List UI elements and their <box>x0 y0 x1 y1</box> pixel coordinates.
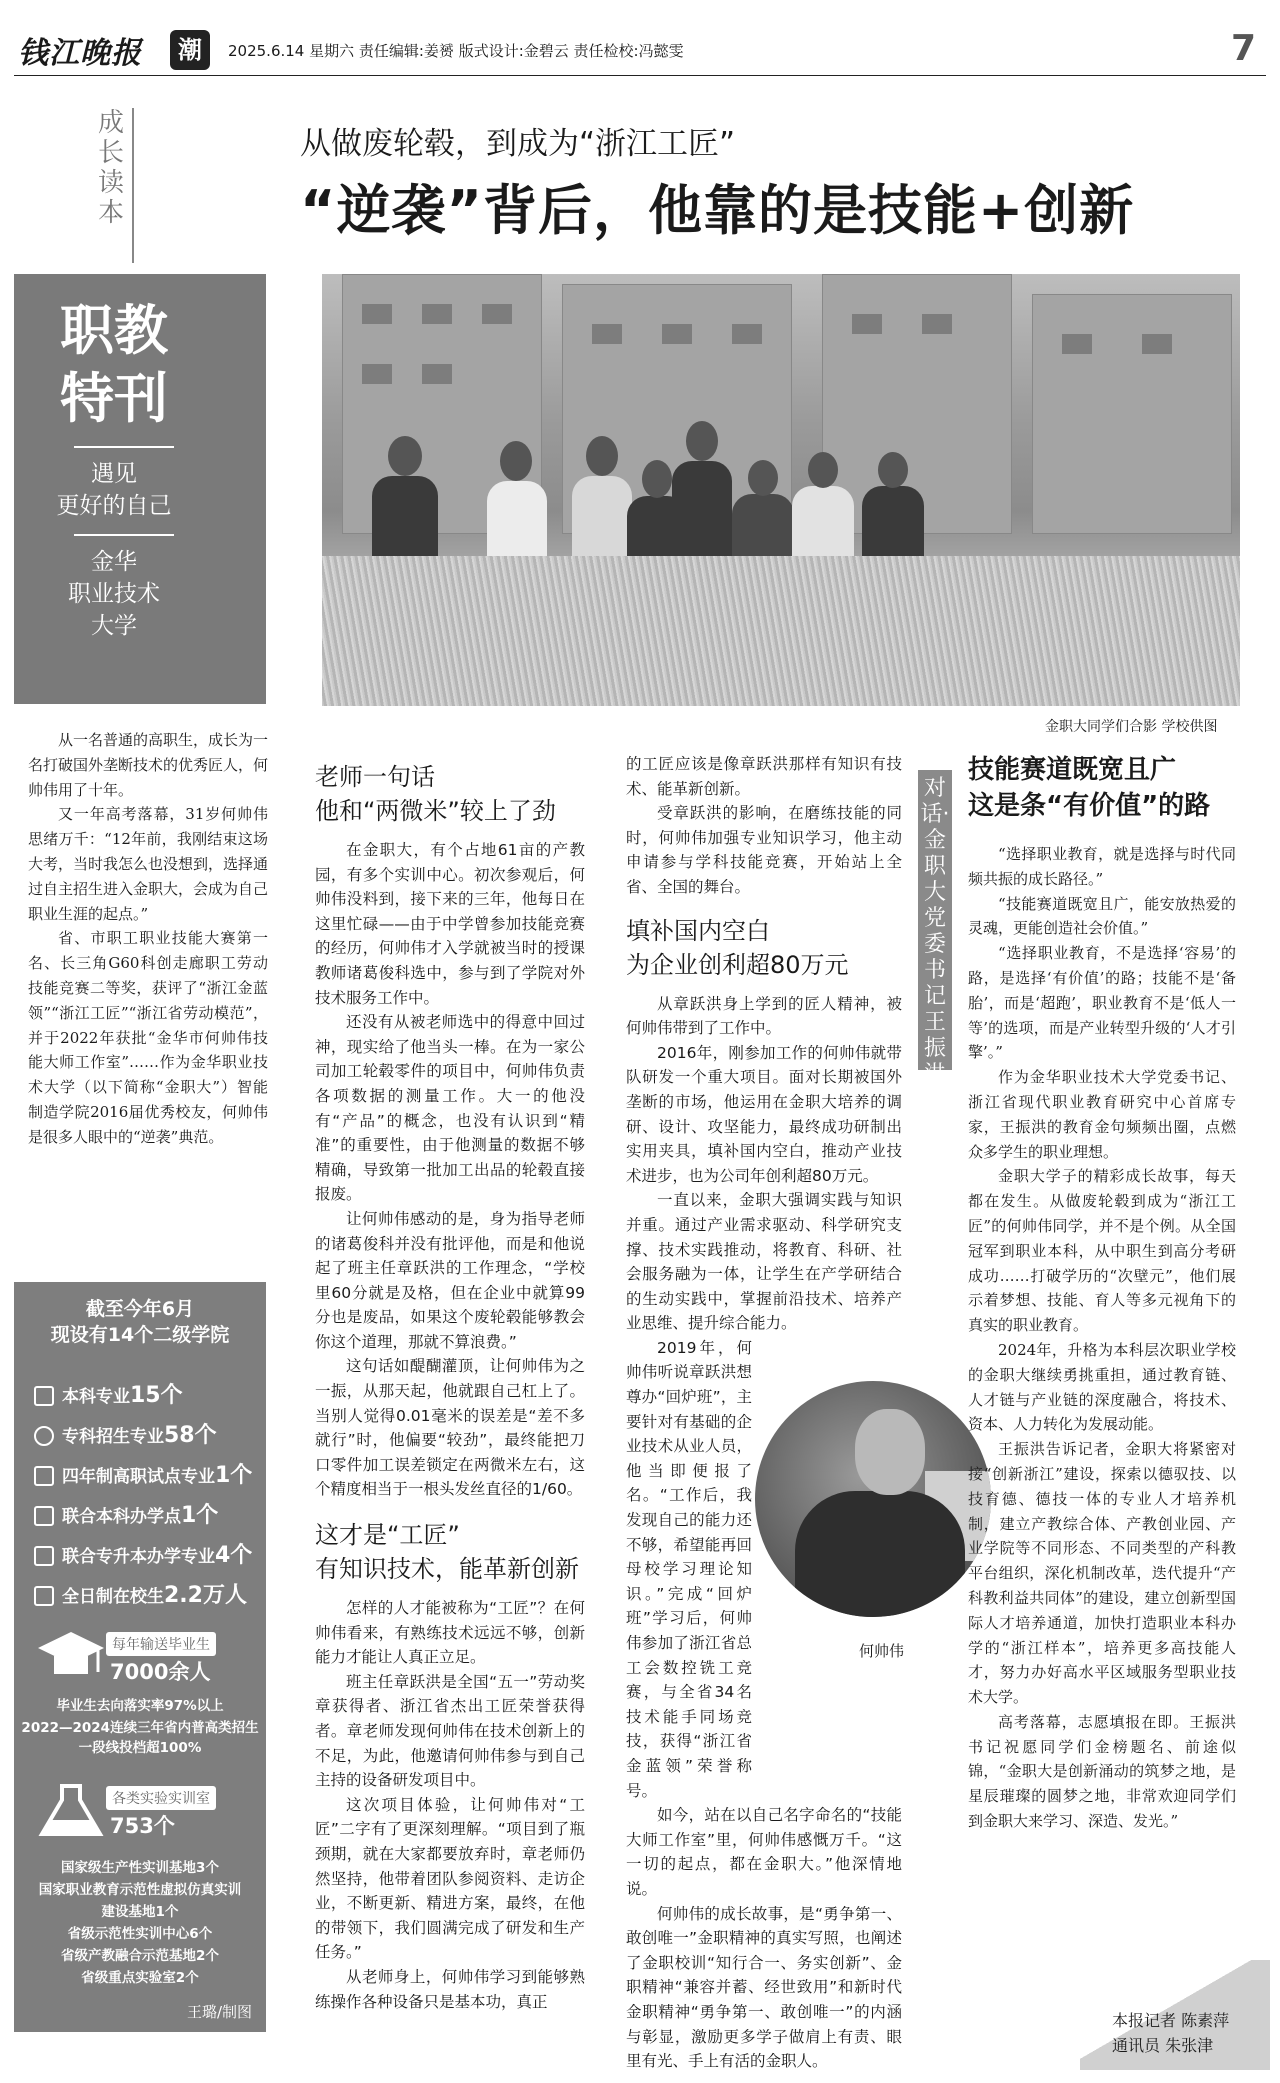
article-column-c <box>968 842 1236 1834</box>
body-paragraph: 这次项目体验，让何帅伟对“工匠”二字有了更深刻理解。“项目到了瓶颈期，就在大家都要放弃时，章老师仍然坚持，他带着团队参阅资料、走访企业，不断更新、精进方案，最终，在他的带领下，我们圆满完成了研发和生产任务。” <box>315 1795 585 1962</box>
intro-paragraph: 又一年高考落幕，31岁何帅伟思绪万千：“12年前，我刚结束这场大考，当时我怎么也没想到，选择通过自主招生进入金职大，会成为自己职业生涯的起点。” <box>28 805 269 923</box>
interview-heading <box>968 752 1238 824</box>
stats-title: 现设有14个二级学院 <box>50 1324 230 1346</box>
section-heading <box>315 1518 585 1586</box>
portrait-caption: 何帅伟 <box>855 1640 908 1661</box>
sidebar-title-1: 职教 <box>60 298 168 362</box>
section-heading-line: 为企业创利超80万元 <box>626 950 849 979</box>
section-label: 成长读本 <box>97 108 124 228</box>
photo-caption: 金职大同学们合影 学校供图 <box>1045 719 1218 735</box>
intro-paragraph: 省、市职工职业技能大赛第一名、长三角G60科创走廊职工劳动技能竞赛二等奖，获评了“浙江金蓝领”“浙江工匠”“浙江省劳动模范”，并于2022年获批“金华市何帅伟技能大师工作室”……作为金华职业技术大学（以下简称“金职大”）智能制造学院2016届优秀校友，何帅伟是很多人眼中的“逆袭”典范。 <box>28 929 268 1146</box>
graduates-value: 7000余人 <box>110 1660 211 1684</box>
body-paragraph: 2024年，升格为本科层次职业学校的金职大继续勇挑重担，通过教育链、人才链与产业链的深度融合，将技术、资本、人力转化为发展动能。 <box>968 1340 1236 1434</box>
body-paragraph: 高考落幕，志愿填报在即。王振洪书记祝愿同学们金榜题名、前途似锦，“金职大是创新涌动的筑梦之地，是星辰璀璨的圆梦之地，非常欢迎同学们到金职大来学习、深造、发光。” <box>968 1712 1236 1831</box>
body-paragraph: 一直以来，金职大强调实践与知识并重。通过产业需求驱动、科学研究支撑、技术实践推动，将教育、科研、社会服务融为一体，让学生在产学研结合的生动实践中，掌握前沿技术、培养产业思维、提升综合能力。 <box>626 1191 902 1333</box>
section-heading-line: 有知识技术，能革新创新 <box>315 1555 579 1584</box>
sidebar-rule <box>74 534 174 536</box>
section-divider <box>132 108 134 263</box>
stats-line: 省级产教融合示范基地2个 <box>61 1948 219 1964</box>
stats-row: 联合本科办学点1个 <box>34 1498 218 1529</box>
stats-line: 省级示范性实训中心6个 <box>67 1926 213 1942</box>
quote-paragraph: “选择职业教育，不是选择‘容易’的路，是选择‘有价值’的路；技能不是‘备胎’，而是‘超跑’，职业教育不是‘低人一等’的选项，而是产业转型升级的‘人才引擎’。” <box>968 944 1236 1062</box>
section-heading-line: 填补国内空白 <box>626 916 770 945</box>
building-icon <box>34 1466 54 1486</box>
section-heading-line: 这才是“工匠” <box>315 1521 460 1550</box>
sidebar-rule <box>74 446 174 448</box>
stats-row: 专科招生专业58个 <box>34 1418 217 1449</box>
group-photo <box>322 274 1240 706</box>
body-paragraph: 从章跃洪身上学到的匠人精神，被何帅伟带到了工作中。 <box>626 994 902 1038</box>
quote-paragraph: “技能赛道既宽且广，能安放热爱的灵魂，更能创造社会价值。” <box>968 894 1236 938</box>
certificate-icon <box>34 1546 54 1566</box>
body-paragraph: 班主任章跃洪是全国“五一”劳动奖章获得者、浙江省杰出工匠荣誉获得者。章老师发现何帅伟在技术创新上的不足，为此，他邀请何帅伟参与到自己主持的设备研发项目中。 <box>315 1672 585 1790</box>
body-paragraph: 的工匠应该是像章跃洪那样有知识有技术、能革新创新。 <box>626 755 902 798</box>
stats-line: 国家级生产性实训基地3个 <box>61 1860 219 1876</box>
logo-badge: 潮 <box>170 30 210 70</box>
interview-heading-line: 技能赛道既宽且广 <box>968 755 1177 785</box>
stats-row: 本科专业15个 <box>34 1378 183 1409</box>
stats-line: 国家职业教育示范性虚拟仿真实训 <box>38 1882 242 1898</box>
section-heading-line: 老师一句话 <box>315 763 435 791</box>
body-paragraph: 在金职大，有个占地61亩的产教园，有多个实训中心。初次参观后，何帅伟没料到，接下来的三年，他每日在这里忙碌——由于中学曾参加技能竞赛的经历，何帅伟才入学就被当时的授课教师诸葛俊科选中，参与到了学院对外技术服务工作中。 <box>315 841 585 1007</box>
body-paragraph: 受章跃洪的影响，在磨练技能的同时，何帅伟加强专业知识学习，他主动申请参与学科技能竞赛，开始站上全省、全国的舞台。 <box>626 804 902 896</box>
document-icon <box>34 1506 54 1526</box>
labs-value: 753个 <box>110 1814 175 1838</box>
sidebar-title-2: 特刊 <box>60 366 168 430</box>
masthead <box>14 26 1266 76</box>
person-icon <box>34 1426 54 1446</box>
stats-line: 省级重点实验室2个 <box>81 1970 199 1986</box>
body-paragraph: 2019年，何帅伟听说章跃洪想尊办“回炉班”，主要针对有基础的企业技术从业人员，他当即便报了名。“工作后，我发现自己的能力还不够，希望能再回母校学习理论知识。”完成“回炉班”学习后，何帅伟参加了浙江省总工会数控铣工竞赛，与全省34名技术能手同场竞技，获得“浙江省金蓝领”荣誉称号。 <box>626 1338 752 1800</box>
article-headline: “逆袭”背后，他靠的是技能+创新 <box>300 179 1135 242</box>
body-paragraph: 何帅伟的成长故事，是“勇争第一、敢创唯一”金职精神的真实写照，也阐述了金职校训“知行合一、务实创新”、金职精神“兼容并蓄、经世致用”和新时代金职精神“勇争第一、敢创唯一”的内涵与彰显，激励更多学子做肩上有责、眼里有光、手上有活的金职人。 <box>626 1904 902 2071</box>
body-paragraph: 还没有从被老师选中的得意中回过神，现实给了他当头一棒。在为一家公司加工轮毂零件的项目中，何帅伟负责各项数据的测量工作。大一的他没有“产品”的概念，也没有认识到“精准”的重要性，由于他测量的数据不够精确，导致第一批加工出品的轮毂直接报废。 <box>315 1013 585 1204</box>
body-paragraph: 王振洪告诉记者，金职大将紧密对接“创新浙江”建设，探索以德驭技、以技育德、德技一体的专业人才培养机制，建立产教综合体、产教创业园、产业学院等不同形态、不同类型的产科教平台组织，深化机制改革，迭代提升“产科教利益共同体”的建设，建立创新型国际人才培养通道，加快打造职业本科办学的“浙江样本”，培养更多高技能人才，努力办好高水平区域服务型职业技术大学。 <box>968 1440 1236 1707</box>
intro-paragraph: 从一名普通的高职生，成长为一名打破国外垄断技术的优秀匠人，何帅伟用了十年。 <box>28 731 269 799</box>
stats-line: 一段线投档超100% <box>78 1740 202 1756</box>
stats-line: 毕业生去向落实率97%以上 <box>56 1698 224 1714</box>
stats-row: 全日制在校生2.2万人 <box>34 1578 247 1609</box>
interview-label: 对话·金职大党委书记王振洪 <box>918 770 952 1070</box>
section-heading <box>626 914 902 982</box>
sidebar-line-4: 职业技术 <box>68 581 160 607</box>
infographic-credit: 王璐/制图 <box>186 2003 252 2021</box>
sidebar-line-3: 金华 <box>91 549 137 575</box>
quote-paragraph: “选择职业教育，就是选择与时代同频共振的成长路径。” <box>968 845 1236 888</box>
correspondent-line: 通讯员 朱张津 <box>1112 2036 1214 2055</box>
section-heading-line: 他和“两微米”较上了劲 <box>315 797 556 825</box>
reporter-line: 本报记者 陈素萍 <box>1112 2011 1230 2030</box>
stats-title: 截至今年6月 <box>85 1298 195 1320</box>
article-column-a <box>315 752 585 2014</box>
section-heading <box>315 760 585 828</box>
students-icon <box>34 1586 54 1606</box>
body-paragraph: 金职大学子的精彩成长故事，每天都在发生。从做废轮毂到成为“浙江工匠”的何帅伟同学，并不是个例。从全国冠军到职业本科，从中职生到高分考研成功……打破学历的“次壁元”，他们展示着梦想、技能、育人等多元视角下的真实的职业教育。 <box>968 1167 1236 1335</box>
stats-infographic <box>14 1282 266 2032</box>
body-paragraph: 这句话如醍醐灌顶，让何帅伟为之一振，从那天起，他就跟自己杠上了。当别人觉得0.01毫米的误差是“差不多就行”时，他偏要“较劲”，最终能把刀口零件加工误差锁定在两微米左右，这个精度相当于一根头发丝直径的1/60。 <box>315 1357 585 1499</box>
book-icon <box>34 1386 54 1406</box>
stats-line: 2022—2024连续三年省内普高类招生 <box>21 1720 259 1736</box>
flask-icon <box>36 1782 106 1838</box>
body-paragraph: 让何帅伟感动的是，身为指导老师的诸葛俊科并没有批评他，而是和他说起了班主任章跃洪的工作理念，“学校里60分就是及格，但在企业中就算99分也是废品，如果这个废轮毂能够教会你这个道理，那就不算浪费。” <box>315 1209 585 1351</box>
graduates-label: 每年输送毕业生 <box>106 1632 216 1656</box>
graduation-cap-icon <box>36 1628 106 1684</box>
newspaper-logo: 钱江晚报 <box>18 36 142 71</box>
sidebar-line-1: 遇见 <box>91 461 137 487</box>
body-paragraph: 2016年，刚参加工作的何帅伟就带队研发一个重大项目。面对长期被国外垄断的市场，他运用在金职大培养的调研、设计、攻坚能力，最终成功研制出实用夹具，填补国内空白，推动产业技术进步，也为公司年创利超80万元。 <box>626 1043 902 1185</box>
byline <box>1112 2008 1229 2058</box>
body-paragraph: 从老师身上，何帅伟学习到能够熟练操作各种设备只是基本功，真正 <box>315 1967 585 2011</box>
sidebar-line-2: 更好的自己 <box>56 493 172 519</box>
article-subtitle: 从做废轮毂，到成为“浙江工匠” <box>300 126 736 162</box>
page-number: 7 <box>1230 28 1256 69</box>
sidebar-line-5: 大学 <box>91 613 137 639</box>
body-paragraph: 怎样的人才能被称为“工匠”？在何帅伟看来，有熟练技术远远不够，创新能力才能让人真正立足。 <box>315 1599 585 1667</box>
special-issue-sidebar <box>14 274 266 704</box>
portrait-photo <box>752 1378 994 1620</box>
stats-row: 四年制高职试点专业1个 <box>34 1458 252 1489</box>
intro-column <box>28 728 268 1150</box>
labs-label: 各类实验实训室 <box>106 1786 216 1810</box>
stats-row: 联合专升本办学专业4个 <box>34 1538 252 1569</box>
body-paragraph: 如今，站在以自己名字命名的“技能大师工作室”里，何帅伟感慨万千。“这一切的起点，都在金职大。”他深情地说。 <box>626 1806 902 1898</box>
stats-line: 建设基地1个 <box>101 1904 179 1920</box>
interview-heading-line: 这是条“有价值”的路 <box>968 791 1211 821</box>
issue-line: 2025.6.14 星期六 责任编辑:姜赟 版式设计:金碧云 责任检校:冯懿雯 <box>228 42 684 60</box>
body-paragraph: 作为金华职业技术大学党委书记、浙江省现代职业教育研究中心首席专家，王振洪的教育金句频频出圈，点燃众多学生的职业理想。 <box>968 1068 1236 1161</box>
